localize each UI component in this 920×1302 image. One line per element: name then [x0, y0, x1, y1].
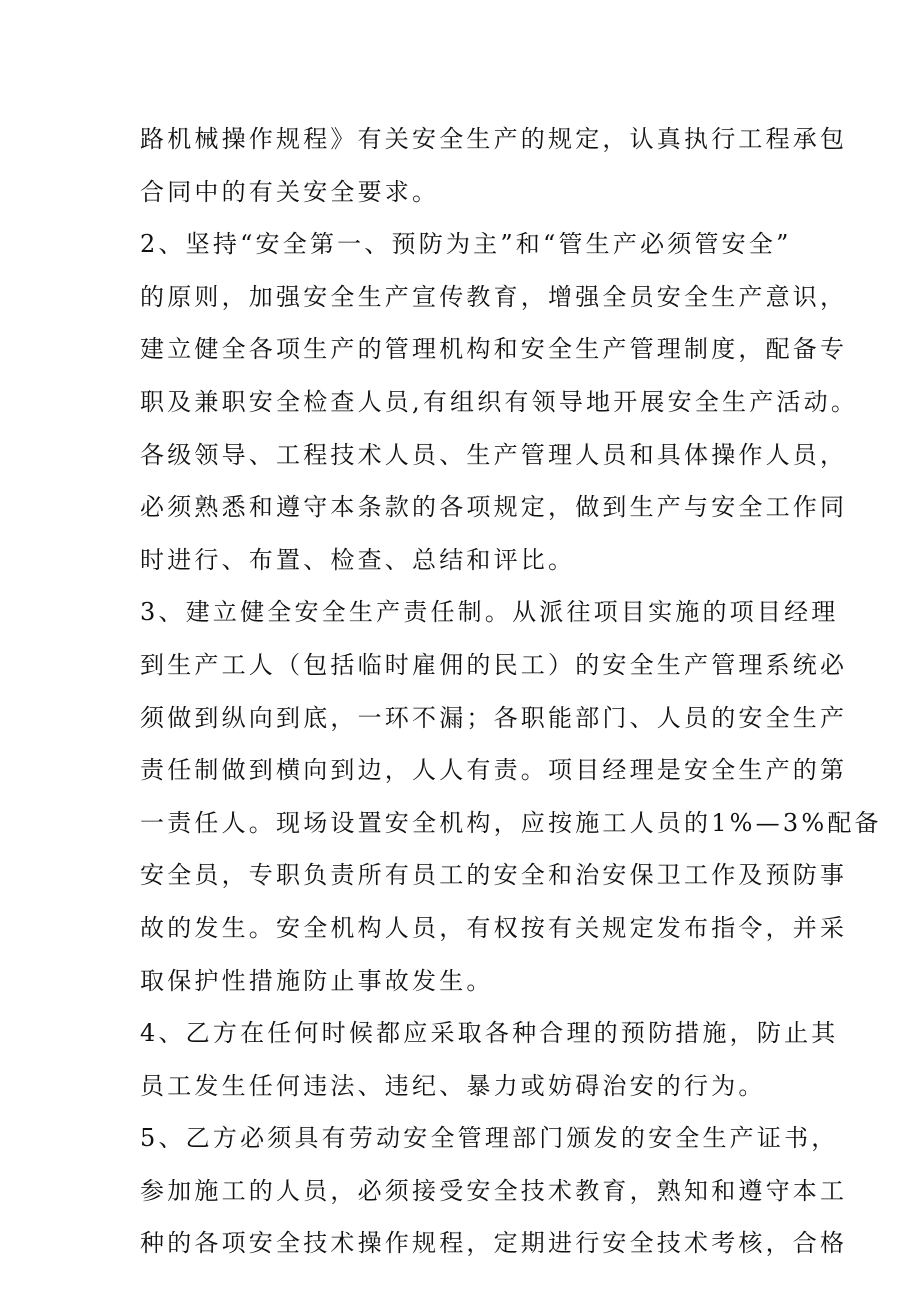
text-line: 一责任人。现场设置安全机构，应按施工人员的1%—3%配备	[140, 808, 882, 837]
text-line: 的原则，加强安全生产宣传教育，增强全员安全生产意识，	[140, 282, 848, 311]
text-line: 路机械操作规程》有关安全生产的规定，认真执行工程承包	[140, 125, 848, 153]
text-line: 3、建立健全安全生产责任制。从派往项目实施的项目经理	[140, 598, 839, 627]
text-line: 2、坚持“安全第一、预防为主”和“管生产必须管安全”	[140, 230, 792, 259]
text-line: 时进行、布置、检查、总结和评比。	[140, 545, 576, 574]
text-line: 4、乙方在任何时候都应采取各种合理的预防措施，防止其	[140, 1019, 839, 1048]
text-line: 合同中的有关安全要求。	[140, 177, 440, 206]
text-line: 建立健全各项生产的管理机构和安全生产管理制度，配备专	[140, 335, 848, 364]
document-body	[140, 113, 882, 1270]
text-line: 取保护性措施防止事故发生。	[140, 966, 494, 995]
text-line: 参加施工的人员，必须接受安全技术教育，熟知和遵守本工	[140, 1176, 848, 1205]
text-line: 各级领导、工程技术人员、生产管理人员和具体操作人员，	[140, 440, 848, 469]
text-line: 员工发生任何违法、违纪、暴力或妨碍治安的行为。	[140, 1071, 766, 1100]
text-line: 安全员，专职负责所有员工的安全和治安保卫工作及预防事	[140, 861, 848, 890]
text-line: 必须熟悉和遵守本条款的各项规定，做到生产与安全工作同	[140, 493, 848, 522]
text-line: 到生产工人（包括临时雇佣的民工）的安全生产管理系统必	[140, 650, 848, 679]
text-line: 故的发生。安全机构人员，有权按有关规定发布指令，并采	[140, 913, 848, 942]
text-line: 须做到纵向到底，一环不漏；各职能部门、人员的安全生产	[140, 703, 848, 732]
text-line: 职及兼职安全检查人员,有组织有领导地开展安全生产活动。	[140, 387, 859, 416]
text-line: 责任制做到横向到边，人人有责。项目经理是安全生产的第	[140, 756, 848, 785]
text-line: 5、乙方必须具有劳动安全管理部门颁发的安全生产证书，	[140, 1124, 839, 1153]
text-line: 种的各项安全技术操作规程，定期进行安全技术考核，合格	[140, 1229, 848, 1258]
